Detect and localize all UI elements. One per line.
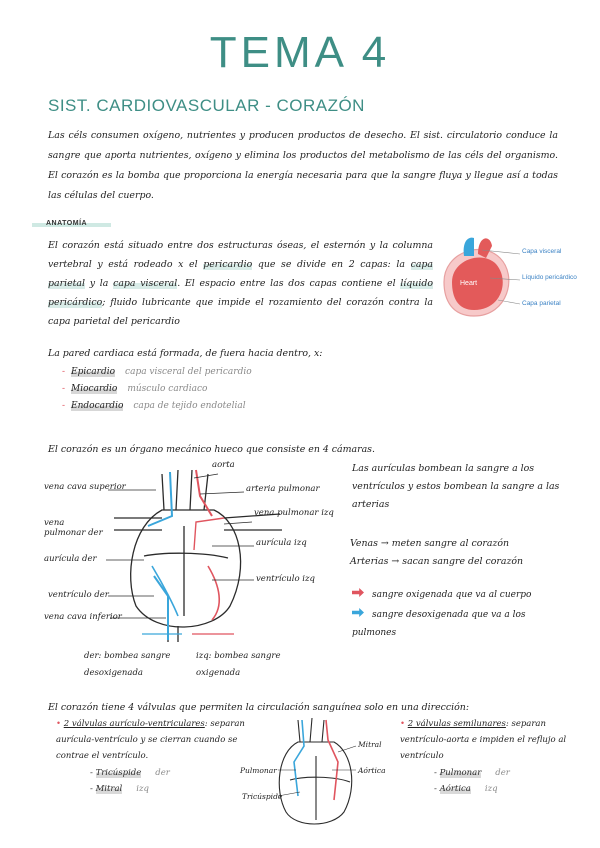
arterias-text: Arterias → sacan sangre del corazón (350, 556, 524, 567)
capa-parietal-term: capa parietal (48, 259, 433, 289)
heart-chambers-diagram (44, 456, 334, 646)
page-title: TEMA 4 (209, 28, 391, 77)
ventriculo-der-label: ventrículo der (48, 590, 109, 600)
list-item: - Epicardio capa visceral del pericardio (62, 367, 252, 377)
arteria-pulmonar-label: arteria pulmonar (246, 484, 320, 494)
chambers-intro: El corazón es un órgano mecánico hueco que consiste en 4 cámaras. (48, 444, 375, 455)
list-item: - Mitral izq (90, 784, 149, 794)
venas-text: Venas → meten sangre al corazón (350, 538, 510, 549)
anatomy-paragraph: El corazón está situado entre dos estructuras óseas, el esternón y la columna vertebral y está rodeado x el pericardio que se divide en 2 capas: la capa parietal y la capa visceral. El espacio entre las dos capas contiene el líquido pericárdico; fluido lubricante que impide el rozamiento del corazón contra la capa parietal del pericardio (48, 240, 433, 327)
capa-visceral-term: capa visceral (113, 278, 178, 289)
vena-cava-inf-label: vena cava inferior (44, 612, 122, 622)
right-note: der: bombea sangre desoxigenada (84, 651, 171, 678)
vena-pulmonar-der-label: vena pulmonar der (44, 518, 103, 538)
auricula-izq-label: aurícula izq (256, 538, 307, 548)
list-item: - Aórtica izq (434, 784, 498, 794)
heart-label: Heart (460, 280, 478, 287)
capa-parietal-label: Capa parietal (522, 300, 561, 307)
heart-valves-diagram (238, 716, 388, 828)
red-arrow-icon (352, 588, 364, 597)
ventriculo-izq-label: ventrículo izq (256, 574, 315, 584)
valves-intro: El corazón tiene 4 válvulas que permiten la circulación sanguínea solo en una dirección: (48, 702, 470, 713)
liquido-term: líquido pericárdico (48, 278, 433, 308)
legend-red-row: sangre oxigenada que va al cuerpo (352, 588, 531, 600)
section-subtitle: SIST. CARDIOVASCULAR - CORAZÓN (48, 96, 365, 115)
pericardium-figure (438, 230, 577, 320)
list-item: - Endocardio capa de tejido endotelial (62, 401, 246, 411)
tricuspide-fig-label: Tricúspide (242, 792, 283, 801)
list-item: - Miocardio músculo cardiaco (62, 384, 208, 394)
wall-intro: La pared cardiaca está formada, de fuera hacia dentro, x: (48, 348, 323, 359)
left-note: izq: bombea sangre oxigenada (196, 651, 281, 678)
anatomy-tag: ANATOMÍA (32, 220, 111, 227)
av-valves-block: • 2 válvulas aurículo-ventriculares: separan aurícula-ventrículo y se cierran cuando se contrae el ventrículo. - Tricúspide der - Mitral izq (56, 716, 256, 796)
av-valves-title: 2 válvulas aurículo-ventriculares (63, 719, 205, 729)
capa-visceral-label: Capa visceral (522, 248, 562, 255)
pulmonar-fig-label: Pulmonar (240, 766, 277, 775)
wall-layers-list (62, 364, 252, 415)
pericardium-illustration (438, 230, 577, 320)
pericardio-term: pericardio (203, 259, 253, 270)
auricula-der-label: aurícula der (44, 554, 97, 564)
list-item: - Pulmonar der (434, 768, 510, 778)
mitral-fig-label: Mitral (358, 740, 382, 749)
liquido-label: Líquido pericárdico (522, 274, 577, 281)
vena-cava-sup-label: vena cava superior (44, 482, 126, 492)
list-item: - Tricúspide der (90, 768, 170, 778)
blue-arrow-icon (352, 608, 364, 617)
chambers-side-text: Las aurículas bombean la sangre a los ventrículos y estos bombean la sangre a las arterias (352, 463, 560, 510)
vena-pulmonar-izq-label: vena pulmonar izq (254, 508, 334, 518)
aortica-fig-label: Aórtica (358, 766, 386, 775)
aorta-label: aorta (212, 460, 235, 470)
sl-valves-title: 2 válvulas semilunares (407, 719, 506, 729)
intro-paragraph: Las céls consumen oxígeno, nutrientes y producen productos de desecho. El sist. circulatorio conduce la sangre que aporta nutrientes, oxígeno y elimina los productos del metabolismo de las céls del organismo. El corazón es la bomba que proporciona la energía necesaria para que la sangre fluya y llegue así a todas las células del cuerpo. (48, 130, 558, 201)
sl-valves-block: • 2 válvulas semilunares: separan ventrículo-aorta e impiden el reflujo al ventrículo - Pulmonar der - Aórtica izq (400, 716, 590, 796)
legend-blue-row: sangre desoxigenada que va a los pulmones (352, 610, 526, 638)
